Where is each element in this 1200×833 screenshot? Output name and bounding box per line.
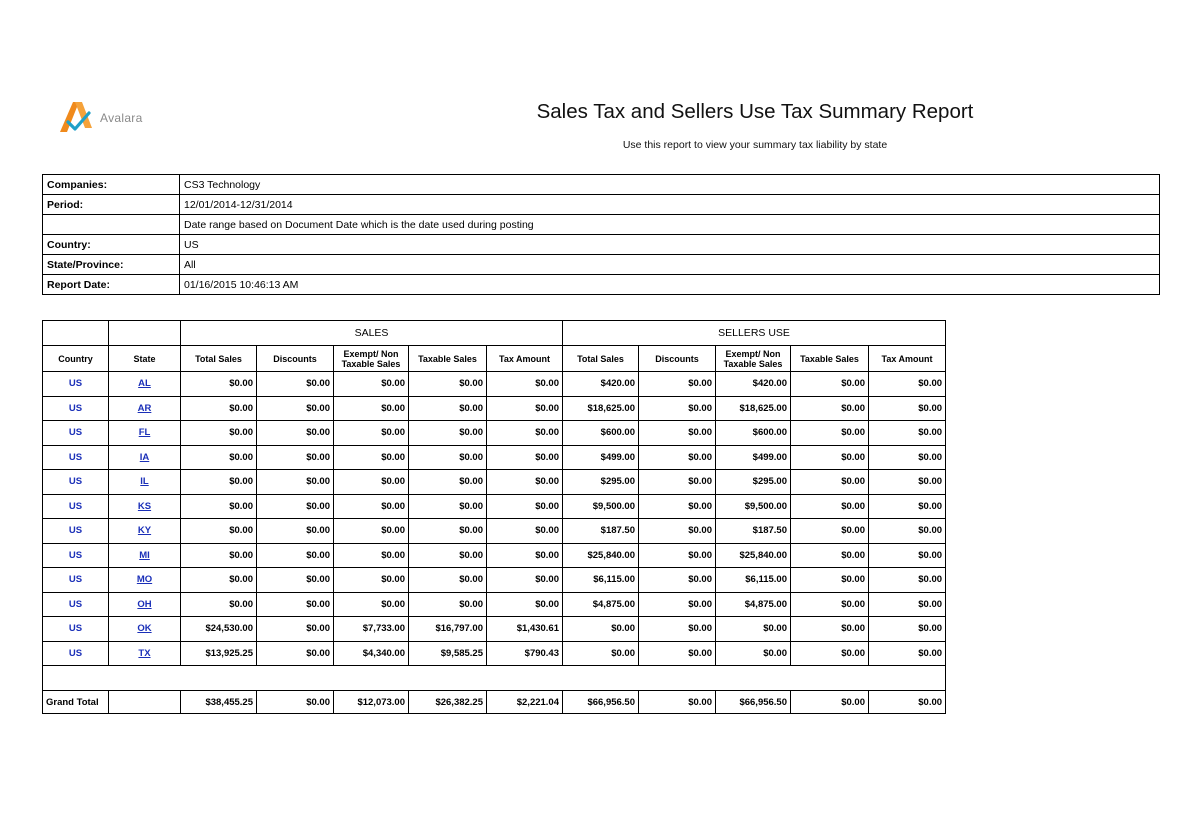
state-link[interactable]: MI bbox=[109, 543, 181, 568]
info-label bbox=[43, 215, 180, 235]
use-taxable-cell: $0.00 bbox=[791, 470, 869, 495]
use-tax-cell: $0.00 bbox=[869, 543, 946, 568]
country-cell: US bbox=[43, 568, 109, 593]
col-header-country: Country bbox=[43, 346, 109, 372]
country-cell: US bbox=[43, 372, 109, 397]
sales-tax-cell: $0.00 bbox=[487, 445, 563, 470]
sales-exempt-cell: $0.00 bbox=[334, 494, 409, 519]
col-header-state: State bbox=[109, 346, 181, 372]
state-link[interactable]: IL bbox=[109, 470, 181, 495]
use-discounts-cell: $0.00 bbox=[639, 421, 716, 446]
use-tax-cell: $0.00 bbox=[869, 421, 946, 446]
sales-tax-cell: $0.00 bbox=[487, 543, 563, 568]
table-row bbox=[43, 543, 946, 568]
use-discounts-cell: $0.00 bbox=[639, 470, 716, 495]
sales-discounts-cell: $0.00 bbox=[257, 470, 334, 495]
avalara-logo bbox=[56, 98, 166, 138]
use-total-cell: $0.00 bbox=[563, 617, 639, 642]
state-link[interactable]: AR bbox=[109, 396, 181, 421]
grand-total-sales-exempt: $12,073.00 bbox=[334, 691, 409, 714]
use-tax-cell: $0.00 bbox=[869, 396, 946, 421]
grand-total-sales-discounts: $0.00 bbox=[257, 691, 334, 714]
col-header-use-discounts: Discounts bbox=[639, 346, 716, 372]
state-link[interactable]: FL bbox=[109, 421, 181, 446]
sales-exempt-cell: $0.00 bbox=[334, 445, 409, 470]
group-header-sellers-use: SELLERS USE bbox=[563, 321, 946, 346]
sales-total-cell: $0.00 bbox=[181, 470, 257, 495]
col-header-sales-tax: Tax Amount bbox=[487, 346, 563, 372]
use-taxable-cell: $0.00 bbox=[791, 421, 869, 446]
use-total-cell: $295.00 bbox=[563, 470, 639, 495]
country-cell: US bbox=[43, 543, 109, 568]
info-value: US bbox=[180, 235, 1160, 255]
sales-exempt-cell: $4,340.00 bbox=[334, 641, 409, 666]
use-taxable-cell: $0.00 bbox=[791, 445, 869, 470]
group-blank-state bbox=[109, 321, 181, 346]
sales-taxable-cell: $0.00 bbox=[409, 592, 487, 617]
use-exempt-cell: $187.50 bbox=[716, 519, 791, 544]
sales-exempt-cell: $0.00 bbox=[334, 592, 409, 617]
use-total-cell: $600.00 bbox=[563, 421, 639, 446]
sales-taxable-cell: $0.00 bbox=[409, 396, 487, 421]
use-discounts-cell: $0.00 bbox=[639, 641, 716, 666]
use-tax-cell: $0.00 bbox=[869, 470, 946, 495]
sales-taxable-cell: $0.00 bbox=[409, 372, 487, 397]
use-taxable-cell: $0.00 bbox=[791, 543, 869, 568]
sales-discounts-cell: $0.00 bbox=[257, 494, 334, 519]
table-row bbox=[43, 470, 946, 495]
sales-exempt-cell: $7,733.00 bbox=[334, 617, 409, 642]
sales-taxable-cell: $9,585.25 bbox=[409, 641, 487, 666]
state-link[interactable]: OH bbox=[109, 592, 181, 617]
sales-total-cell: $0.00 bbox=[181, 519, 257, 544]
table-row bbox=[43, 372, 946, 397]
table-row bbox=[43, 568, 946, 593]
info-value: 12/01/2014-12/31/2014 bbox=[180, 195, 1160, 215]
sales-discounts-cell: $0.00 bbox=[257, 568, 334, 593]
sales-tax-cell: $0.00 bbox=[487, 568, 563, 593]
sales-taxable-cell: $0.00 bbox=[409, 470, 487, 495]
use-discounts-cell: $0.00 bbox=[639, 617, 716, 642]
use-total-cell: $6,115.00 bbox=[563, 568, 639, 593]
use-total-cell: $0.00 bbox=[563, 641, 639, 666]
sales-discounts-cell: $0.00 bbox=[257, 372, 334, 397]
col-header-sales-discounts: Discounts bbox=[257, 346, 334, 372]
use-exempt-cell: $6,115.00 bbox=[716, 568, 791, 593]
use-taxable-cell: $0.00 bbox=[791, 641, 869, 666]
tax-summary-table bbox=[42, 320, 946, 714]
use-tax-cell: $0.00 bbox=[869, 494, 946, 519]
grand-total-use-discounts: $0.00 bbox=[639, 691, 716, 714]
grand-total-row bbox=[43, 691, 946, 714]
state-link[interactable]: IA bbox=[109, 445, 181, 470]
sales-total-cell: $0.00 bbox=[181, 568, 257, 593]
state-link[interactable]: MO bbox=[109, 568, 181, 593]
avalara-logo-icon bbox=[56, 98, 96, 138]
sales-total-cell: $0.00 bbox=[181, 543, 257, 568]
sales-exempt-cell: $0.00 bbox=[334, 543, 409, 568]
sales-exempt-cell: $0.00 bbox=[334, 470, 409, 495]
sales-taxable-cell: $0.00 bbox=[409, 494, 487, 519]
info-label: Companies: bbox=[43, 175, 180, 195]
col-header-sales-total: Total Sales bbox=[181, 346, 257, 372]
info-row bbox=[43, 235, 1160, 255]
sales-tax-cell: $0.00 bbox=[487, 592, 563, 617]
use-total-cell: $4,875.00 bbox=[563, 592, 639, 617]
state-link[interactable]: KS bbox=[109, 494, 181, 519]
use-discounts-cell: $0.00 bbox=[639, 494, 716, 519]
sales-taxable-cell: $0.00 bbox=[409, 543, 487, 568]
country-cell: US bbox=[43, 641, 109, 666]
sales-discounts-cell: $0.00 bbox=[257, 641, 334, 666]
country-cell: US bbox=[43, 421, 109, 446]
use-tax-cell: $0.00 bbox=[869, 372, 946, 397]
grand-total-label: Grand Total bbox=[43, 691, 109, 714]
country-cell: US bbox=[43, 470, 109, 495]
grand-total-use-total: $66,956.50 bbox=[563, 691, 639, 714]
use-exempt-cell: $0.00 bbox=[716, 641, 791, 666]
col-header-use-tax: Tax Amount bbox=[869, 346, 946, 372]
info-label: Report Date: bbox=[43, 275, 180, 295]
country-cell: US bbox=[43, 519, 109, 544]
col-header-use-exempt: Exempt/ Non Taxable Sales bbox=[716, 346, 791, 372]
group-header-sales: SALES bbox=[181, 321, 563, 346]
sales-exempt-cell: $0.00 bbox=[334, 396, 409, 421]
use-taxable-cell: $0.00 bbox=[791, 592, 869, 617]
use-discounts-cell: $0.00 bbox=[639, 519, 716, 544]
table-row bbox=[43, 494, 946, 519]
sales-discounts-cell: $0.00 bbox=[257, 396, 334, 421]
info-value: Date range based on Document Date which is the date used during posting bbox=[180, 215, 1160, 235]
use-exempt-cell: $420.00 bbox=[716, 372, 791, 397]
sales-tax-cell: $1,430.61 bbox=[487, 617, 563, 642]
use-total-cell: $9,500.00 bbox=[563, 494, 639, 519]
info-label: Period: bbox=[43, 195, 180, 215]
grand-total-use-tax: $0.00 bbox=[869, 691, 946, 714]
country-cell: US bbox=[43, 494, 109, 519]
brand-name: Avalara bbox=[100, 111, 143, 125]
state-link[interactable]: TX bbox=[109, 641, 181, 666]
state-link[interactable]: KY bbox=[109, 519, 181, 544]
country-cell: US bbox=[43, 445, 109, 470]
sales-discounts-cell: $0.00 bbox=[257, 617, 334, 642]
sales-total-cell: $0.00 bbox=[181, 494, 257, 519]
use-tax-cell: $0.00 bbox=[869, 568, 946, 593]
sales-taxable-cell: $0.00 bbox=[409, 519, 487, 544]
sales-taxable-cell: $0.00 bbox=[409, 421, 487, 446]
sales-tax-cell: $0.00 bbox=[487, 494, 563, 519]
use-tax-cell: $0.00 bbox=[869, 592, 946, 617]
col-header-sales-exempt: Exempt/ Non Taxable Sales bbox=[334, 346, 409, 372]
country-cell: US bbox=[43, 592, 109, 617]
use-discounts-cell: $0.00 bbox=[639, 543, 716, 568]
use-taxable-cell: $0.00 bbox=[791, 617, 869, 642]
table-row bbox=[43, 421, 946, 446]
state-link[interactable]: OK bbox=[109, 617, 181, 642]
use-tax-cell: $0.00 bbox=[869, 445, 946, 470]
table-row bbox=[43, 641, 946, 666]
sales-taxable-cell: $16,797.00 bbox=[409, 617, 487, 642]
sales-taxable-cell: $0.00 bbox=[409, 568, 487, 593]
sales-total-cell: $24,530.00 bbox=[181, 617, 257, 642]
sales-exempt-cell: $0.00 bbox=[334, 421, 409, 446]
country-cell: US bbox=[43, 396, 109, 421]
grand-total-sales-total: $38,455.25 bbox=[181, 691, 257, 714]
country-cell: US bbox=[43, 617, 109, 642]
sales-tax-cell: $0.00 bbox=[487, 396, 563, 421]
info-row bbox=[43, 195, 1160, 215]
use-taxable-cell: $0.00 bbox=[791, 494, 869, 519]
use-tax-cell: $0.00 bbox=[869, 617, 946, 642]
table-row bbox=[43, 617, 946, 642]
sales-total-cell: $0.00 bbox=[181, 592, 257, 617]
use-exempt-cell: $9,500.00 bbox=[716, 494, 791, 519]
use-discounts-cell: $0.00 bbox=[639, 445, 716, 470]
use-exempt-cell: $600.00 bbox=[716, 421, 791, 446]
use-exempt-cell: $4,875.00 bbox=[716, 592, 791, 617]
table-row bbox=[43, 396, 946, 421]
info-row bbox=[43, 215, 1160, 235]
info-value: 01/16/2015 10:46:13 AM bbox=[180, 275, 1160, 295]
use-total-cell: $18,625.00 bbox=[563, 396, 639, 421]
sales-exempt-cell: $0.00 bbox=[334, 568, 409, 593]
sales-discounts-cell: $0.00 bbox=[257, 543, 334, 568]
sales-discounts-cell: $0.00 bbox=[257, 445, 334, 470]
report-parameters bbox=[42, 174, 1160, 295]
sales-total-cell: $0.00 bbox=[181, 421, 257, 446]
info-value: All bbox=[180, 255, 1160, 275]
use-tax-cell: $0.00 bbox=[869, 519, 946, 544]
sales-tax-cell: $790.43 bbox=[487, 641, 563, 666]
col-header-sales-taxable: Taxable Sales bbox=[409, 346, 487, 372]
use-exempt-cell: $25,840.00 bbox=[716, 543, 791, 568]
sales-discounts-cell: $0.00 bbox=[257, 519, 334, 544]
sales-exempt-cell: $0.00 bbox=[334, 519, 409, 544]
grand-total-use-taxable: $0.00 bbox=[791, 691, 869, 714]
sales-tax-cell: $0.00 bbox=[487, 470, 563, 495]
info-row bbox=[43, 175, 1160, 195]
use-total-cell: $25,840.00 bbox=[563, 543, 639, 568]
col-header-use-total: Total Sales bbox=[563, 346, 639, 372]
sales-tax-cell: $0.00 bbox=[487, 421, 563, 446]
info-row bbox=[43, 255, 1160, 275]
use-taxable-cell: $0.00 bbox=[791, 396, 869, 421]
use-total-cell: $499.00 bbox=[563, 445, 639, 470]
sales-tax-cell: $0.00 bbox=[487, 372, 563, 397]
sales-total-cell: $13,925.25 bbox=[181, 641, 257, 666]
info-value: CS3 Technology bbox=[180, 175, 1160, 195]
use-discounts-cell: $0.00 bbox=[639, 592, 716, 617]
info-label: Country: bbox=[43, 235, 180, 255]
use-exempt-cell: $18,625.00 bbox=[716, 396, 791, 421]
state-link[interactable]: AL bbox=[109, 372, 181, 397]
report-subtitle: Use this report to view your summary tax liability by state bbox=[622, 139, 888, 151]
grand-total-sales-taxable: $26,382.25 bbox=[409, 691, 487, 714]
sales-taxable-cell: $0.00 bbox=[409, 445, 487, 470]
use-total-cell: $420.00 bbox=[563, 372, 639, 397]
use-taxable-cell: $0.00 bbox=[791, 519, 869, 544]
info-row bbox=[43, 275, 1160, 295]
sales-total-cell: $0.00 bbox=[181, 445, 257, 470]
use-tax-cell: $0.00 bbox=[869, 641, 946, 666]
sales-tax-cell: $0.00 bbox=[487, 519, 563, 544]
grand-total-use-exempt: $66,956.50 bbox=[716, 691, 791, 714]
group-blank-country bbox=[43, 321, 109, 346]
use-taxable-cell: $0.00 bbox=[791, 568, 869, 593]
spacer-row bbox=[43, 666, 946, 691]
use-exempt-cell: $0.00 bbox=[716, 617, 791, 642]
grand-total-sales-tax: $2,221.04 bbox=[487, 691, 563, 714]
sales-total-cell: $0.00 bbox=[181, 396, 257, 421]
table-row bbox=[43, 445, 946, 470]
col-header-use-taxable: Taxable Sales bbox=[791, 346, 869, 372]
sales-discounts-cell: $0.00 bbox=[257, 421, 334, 446]
info-label: State/Province: bbox=[43, 255, 180, 275]
use-taxable-cell: $0.00 bbox=[791, 372, 869, 397]
report-title: Sales Tax and Sellers Use Tax Summary Report bbox=[536, 100, 974, 123]
table-row bbox=[43, 519, 946, 544]
table-row bbox=[43, 592, 946, 617]
sales-discounts-cell: $0.00 bbox=[257, 592, 334, 617]
sales-exempt-cell: $0.00 bbox=[334, 372, 409, 397]
use-exempt-cell: $499.00 bbox=[716, 445, 791, 470]
grand-total-blank bbox=[109, 691, 181, 714]
use-total-cell: $187.50 bbox=[563, 519, 639, 544]
sales-total-cell: $0.00 bbox=[181, 372, 257, 397]
use-discounts-cell: $0.00 bbox=[639, 372, 716, 397]
use-exempt-cell: $295.00 bbox=[716, 470, 791, 495]
use-discounts-cell: $0.00 bbox=[639, 568, 716, 593]
use-discounts-cell: $0.00 bbox=[639, 396, 716, 421]
